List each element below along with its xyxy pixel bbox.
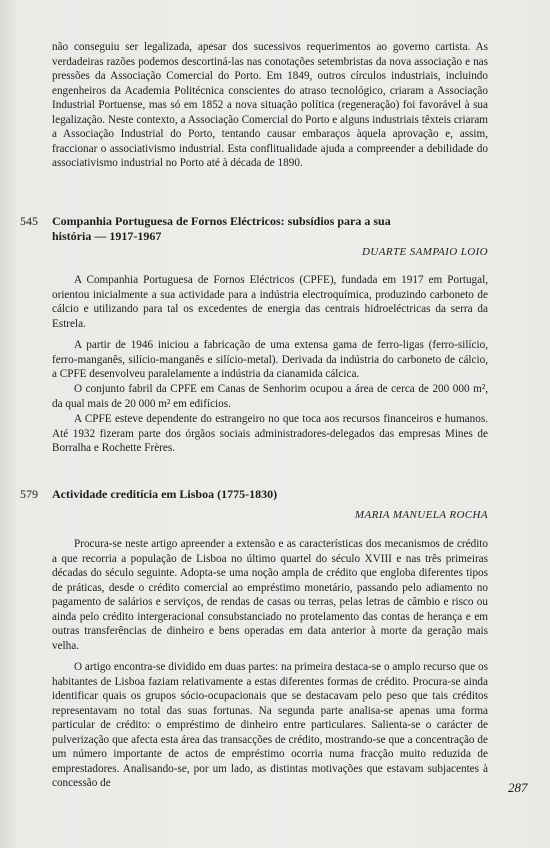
entry-number: 545 — [20, 214, 38, 228]
paragraph: O artigo encontra-se dividido em duas partes: na primeira destaca-se o amplo recurso que os habitantes de Lisboa faziam relativamente a estas diferentes formas de crédito. Procura-se ainda identificar quais os grupos sócio-ocupacionais que se destacavam pelo peso que tais créditos representavam no total das suas fortunas. Na segunda parte analisa-se apenas uma forma particular de crédito: o empréstimo de dinheiro entre particulares. Salienta-se o carácter de pulverização que afecta esta área das transacções de crédito, mostrando-se que a concentração de um número importante de actos de empréstimo ocorria numa fracção muito reduzida de emprestadores. Analisando-se, por um lado, as distintas motivações que estavam subjacentes à concessão de — [52, 661, 488, 789]
page-number: 287 — [508, 780, 528, 795]
paragraph: A partir de 1946 iniciou a fabricação de uma extensa gama de ferro-ligas (ferro-silício, ferro-manganês, silício-manganês e silício-metal). Derivada da indústria do carboneto de cálcio, a CPFE desenvolveu paralelamente a indústria da cianamida cálcica. — [52, 339, 488, 380]
entry-title: Actividade creditícia em Lisboa (1775-1830) — [52, 487, 278, 501]
entry-author: MARIA MANUELA ROCHA — [354, 509, 488, 521]
entry-author: DUARTE SAMPAIO LOIO — [362, 246, 488, 258]
paragraph: A Companhia Portuguesa de Fornos Eléctricos (CPFE), fundada em 1917 em Portugal, orientou inicialmente a sua actividade para a indústria electroquímica, produzindo carboneto de cálcio e utilizando para tal os excedentes de energia das centrais hidroeléctricas da serra da Estrela. — [52, 274, 488, 330]
paragraph: Procura-se neste artigo apreender a extensão e as características dos mecanismos de crédito a que recorria a população de Lisboa no último quartel do século XVIII e nas três primeiras décadas do século seguinte. Adopta-se uma noção ampla de crédito que engloba diferentes tipos de práticas, desde o crédito comercial ao empréstimo monetário, passando pelo adiamento no pagamento de salários e serviços, de rendas de casas ou terras, pelas letras de câmbio e risco ou ainda pelo crédito intergeracional consubstanciado no protelamento das contas de herança e em outras transferências de dinheiro e bens operadas em data anterior à morte da geração mais velha. — [52, 538, 488, 652]
entry-number: 579 — [20, 487, 38, 501]
entry-title: Companhia Portuguesa de Fornos Eléctricos: subsídios para a sua história — 1917-1967 — [52, 214, 391, 243]
paragraph: O conjunto fabril da CPFE em Canas de Senhorim ocupou a área de cerca de 200 000 m², da qual mais de 20 000 m² em edifícios. — [52, 383, 488, 410]
top-paragraph: não conseguiu ser legalizada, apesar dos sucessivos requerimentos ao governo cartista. As verdadeiras razões podemos descortiná-las nas conotações setembristas da nova associação e nas pressões da Associação Comercial do Porto. Em 1849, outros círculos industriais, incluindo engenheiros da Academia Politécnica conscientes do atraso tecnológico, criaram a Associação Industrial Portuense, mas só em 1852 a nova situação política (regeneração) foi favorável à sua legalização. Neste contexto, a Associação Comercial do Porto e alguns industriais têxteis criaram a Associação Industrial do Porto, tentando causar embaraços àquela aprovação e, assim, fraccionar o associativismo industrial. Esta conflitualidade ajuda a compreender a debilidade do associativismo industrial no Porto até à década de 1890. — [52, 41, 488, 169]
paragraph: A CPFE esteve dependente do estrangeiro no que toca aos recursos financeiros e humanos. Até 1932 fizeram parte dos órgãos sociais administradores-delegados das empresas Mines de Borralha e Rochette Frères. — [52, 413, 488, 454]
